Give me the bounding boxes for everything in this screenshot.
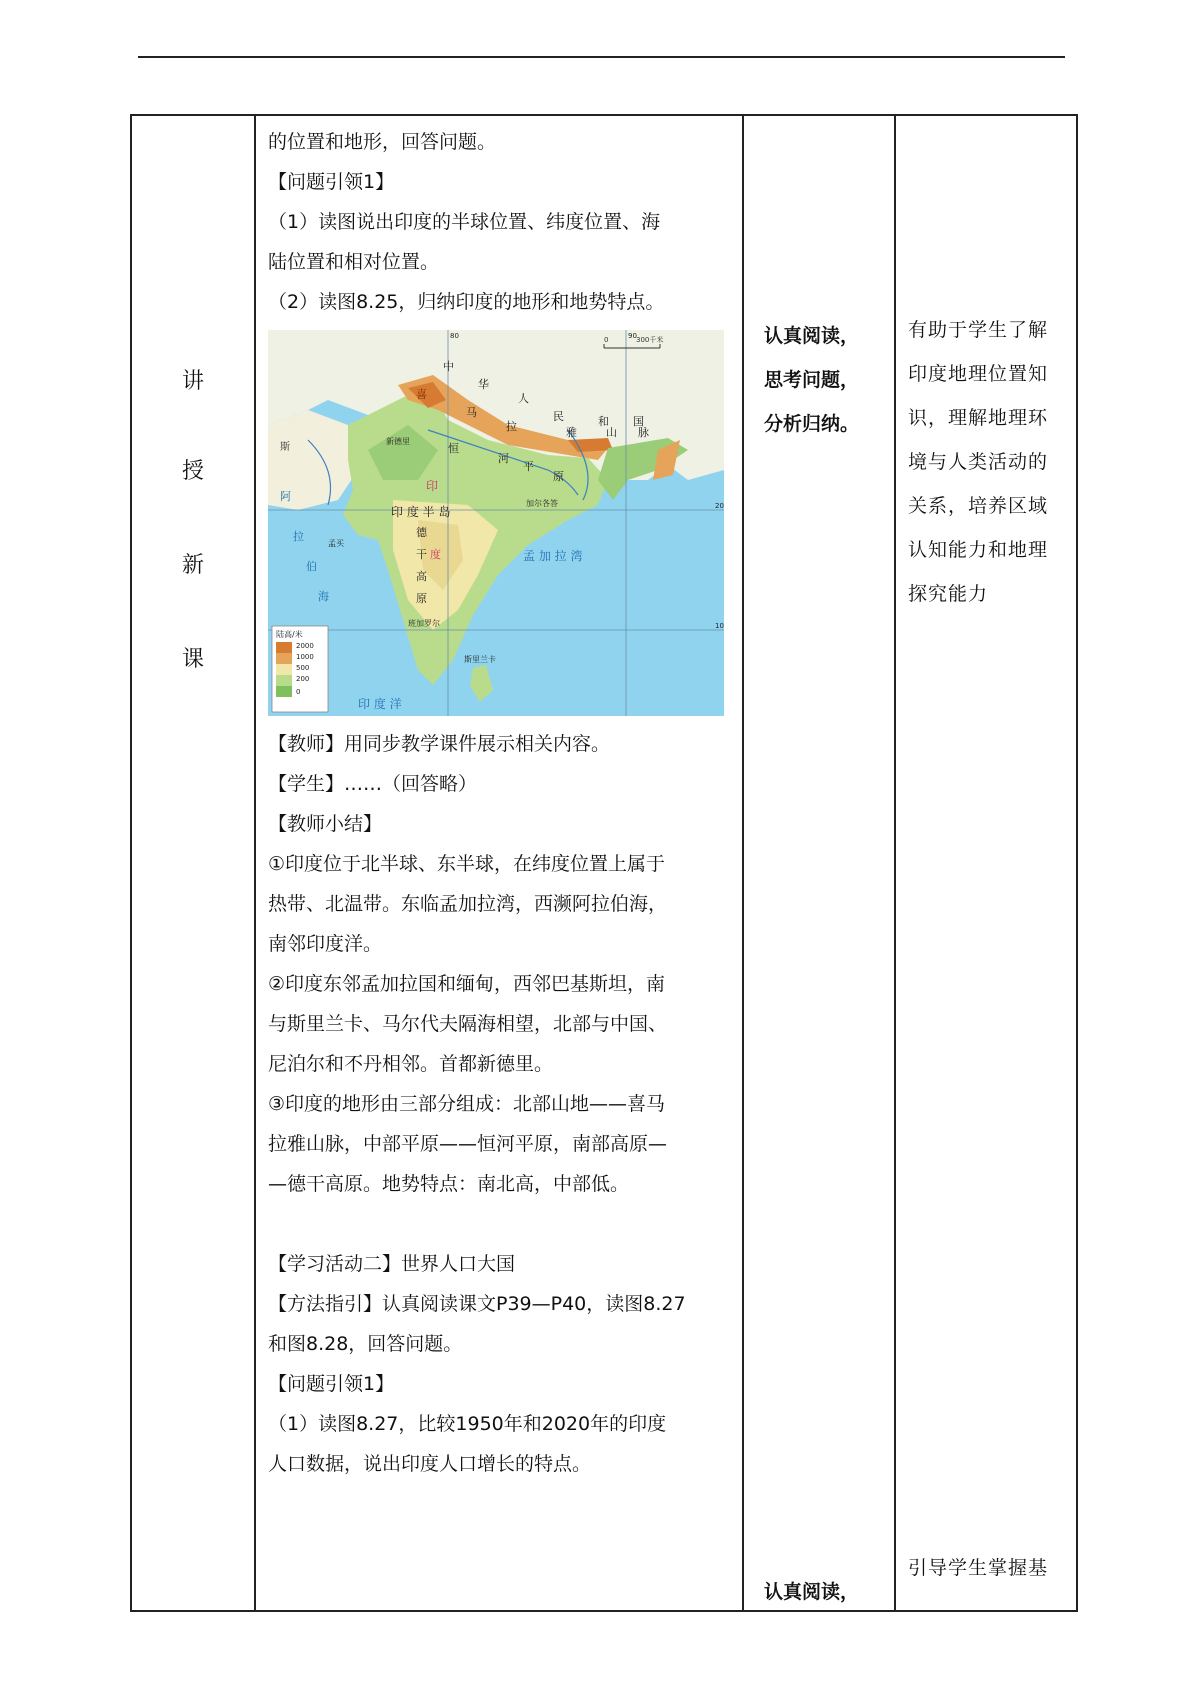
student-line: 认真阅读，	[764, 1581, 860, 1603]
purpose-line: 识，理解地理环	[908, 407, 1049, 429]
map-label: 高	[416, 570, 427, 583]
map-legend	[272, 626, 328, 712]
content-line: 【方法指引】认真阅读课文P39—P40，读图8.27	[268, 1293, 686, 1315]
map-label: 河	[498, 452, 509, 465]
purpose-line: 引导学生掌握基	[908, 1557, 1049, 1579]
map-label: 阿	[280, 490, 291, 503]
map-label: 印 度 半 岛	[391, 505, 451, 519]
map-label: 脉	[638, 426, 649, 439]
purpose-line: 探究能力	[908, 583, 989, 605]
map-label: 加尔各答	[526, 499, 558, 508]
content-line: ①印度位于北半球、东半球，在纬度位置上属于	[268, 853, 666, 875]
design-purpose-cell	[895, 115, 1077, 1611]
legend-value: 200	[296, 675, 310, 683]
legend-value: 1000	[296, 653, 314, 661]
content-line: 与斯里兰卡、马尔代夫隔海相望，北部与中国、	[268, 1013, 668, 1035]
map-label: 喜	[416, 388, 427, 401]
content-line: （2）读图8.25，归纳印度的地形和地势特点。	[268, 291, 665, 313]
stage-char: 新	[181, 553, 204, 578]
student-activity-cell	[743, 115, 895, 1611]
india-topographic-map	[268, 330, 724, 716]
map-label: 民	[553, 410, 564, 423]
map-label: 印	[426, 479, 439, 493]
content-line: 【问题引领1】	[268, 171, 395, 193]
content-line: 【学生】……（回答略）	[268, 773, 478, 795]
map-label: 恒	[448, 442, 459, 455]
map-label: 班加罗尔	[408, 619, 440, 628]
stage-char: 授	[181, 459, 204, 484]
content-line: ②印度东邻孟加拉国和缅甸，西邻巴基斯坦，南	[268, 973, 666, 995]
content-line: 陆位置和相对位置。	[268, 251, 440, 273]
map-label: 斯	[280, 442, 290, 453]
purpose-line: 有助于学生了解	[908, 319, 1049, 341]
map-label: 斯里兰卡	[464, 655, 496, 664]
map-label: 孟 加 拉 湾	[523, 549, 583, 563]
map-label: 人	[518, 392, 529, 405]
map-label: 伯	[306, 560, 317, 573]
map-scale: 300千米	[636, 336, 664, 344]
map-label: 干	[416, 548, 427, 561]
stage-cell	[131, 115, 255, 1611]
map-label: 90	[628, 332, 637, 340]
map-label: 度	[430, 548, 441, 561]
map-label: 马	[466, 406, 477, 419]
content-line: 和图8.28，回答问题。	[268, 1333, 463, 1355]
map-label: 原	[416, 592, 427, 605]
purpose-line: 印度地理位置知	[908, 363, 1049, 385]
purpose-line: 境与人类活动的	[908, 451, 1049, 473]
stage-char: 课	[181, 647, 204, 672]
map-label: 10	[715, 622, 724, 630]
student-activity-block	[764, 314, 859, 446]
student-line: 认真阅读，	[764, 325, 860, 347]
content-line: 【教师小结】	[268, 813, 383, 835]
content-cell	[255, 115, 743, 1611]
student-activity-block	[764, 1570, 859, 1614]
map-label: 国	[633, 415, 644, 428]
map-label: 海	[318, 590, 329, 603]
map-label: 孟买	[328, 539, 344, 548]
content-line: 的位置和地形，回答问题。	[268, 131, 497, 153]
legend-value: 2000	[296, 642, 314, 650]
map-label: 华	[478, 378, 489, 391]
map-label: 中	[443, 360, 454, 373]
content-line: 【问题引领1】	[268, 1373, 395, 1395]
content-line: 【学习活动二】世界人口大国	[268, 1253, 516, 1275]
student-line: 思考问题，	[764, 369, 860, 391]
map-label: 新德里	[386, 437, 410, 446]
map-label: 雅	[566, 426, 577, 439]
content-line: 【教师】用同步教学课件展示相关内容。	[268, 733, 611, 755]
legend-value: 0	[296, 688, 301, 696]
purpose-block	[908, 1546, 1066, 1590]
map-label: 原	[553, 470, 564, 483]
svg-text:0: 0	[604, 336, 609, 344]
header-rule	[138, 56, 1065, 58]
legend-title: 陆高/米	[276, 630, 303, 639]
purpose-line: 关系，培养区域	[908, 495, 1049, 517]
map-label: 德	[416, 526, 427, 539]
student-line: 分析归纳。	[764, 413, 860, 435]
content-line: —德干高原。地势特点：南北高，中部低。	[268, 1173, 630, 1195]
content-line: 热带、北温带。东临孟加拉湾，西濒阿拉伯海，	[268, 893, 668, 915]
map-label: 平	[523, 460, 534, 473]
purpose-block	[908, 308, 1066, 616]
map-label: 拉	[506, 420, 517, 433]
content-line: （1）读图8.27，比较1950年和2020年的印度	[268, 1413, 667, 1435]
map-label: 和	[598, 415, 609, 428]
content-line: 拉雅山脉，中部平原——恒河平原，南部高原—	[268, 1133, 668, 1155]
content-line: 南邻印度洋。	[268, 933, 383, 955]
stage-char: 讲	[181, 369, 204, 394]
legend-value: 500	[296, 664, 310, 672]
content-line: ③印度的地形由三部分组成：北部山地——喜马	[268, 1093, 666, 1115]
map-label: 80	[450, 332, 459, 340]
map-label: 20	[715, 502, 724, 510]
map-label: 拉	[293, 530, 304, 543]
map-label: 印 度 洋	[358, 697, 402, 711]
content-line: 人口数据，说出印度人口增长的特点。	[268, 1453, 592, 1475]
map-label: 山	[606, 426, 617, 439]
lesson-table	[130, 114, 1078, 1612]
purpose-line: 认知能力和地理	[908, 539, 1049, 561]
content-line: 尼泊尔和不丹相邻。首都新德里。	[268, 1053, 554, 1075]
content-line: （1）读图说出印度的半球位置、纬度位置、海	[268, 211, 661, 233]
